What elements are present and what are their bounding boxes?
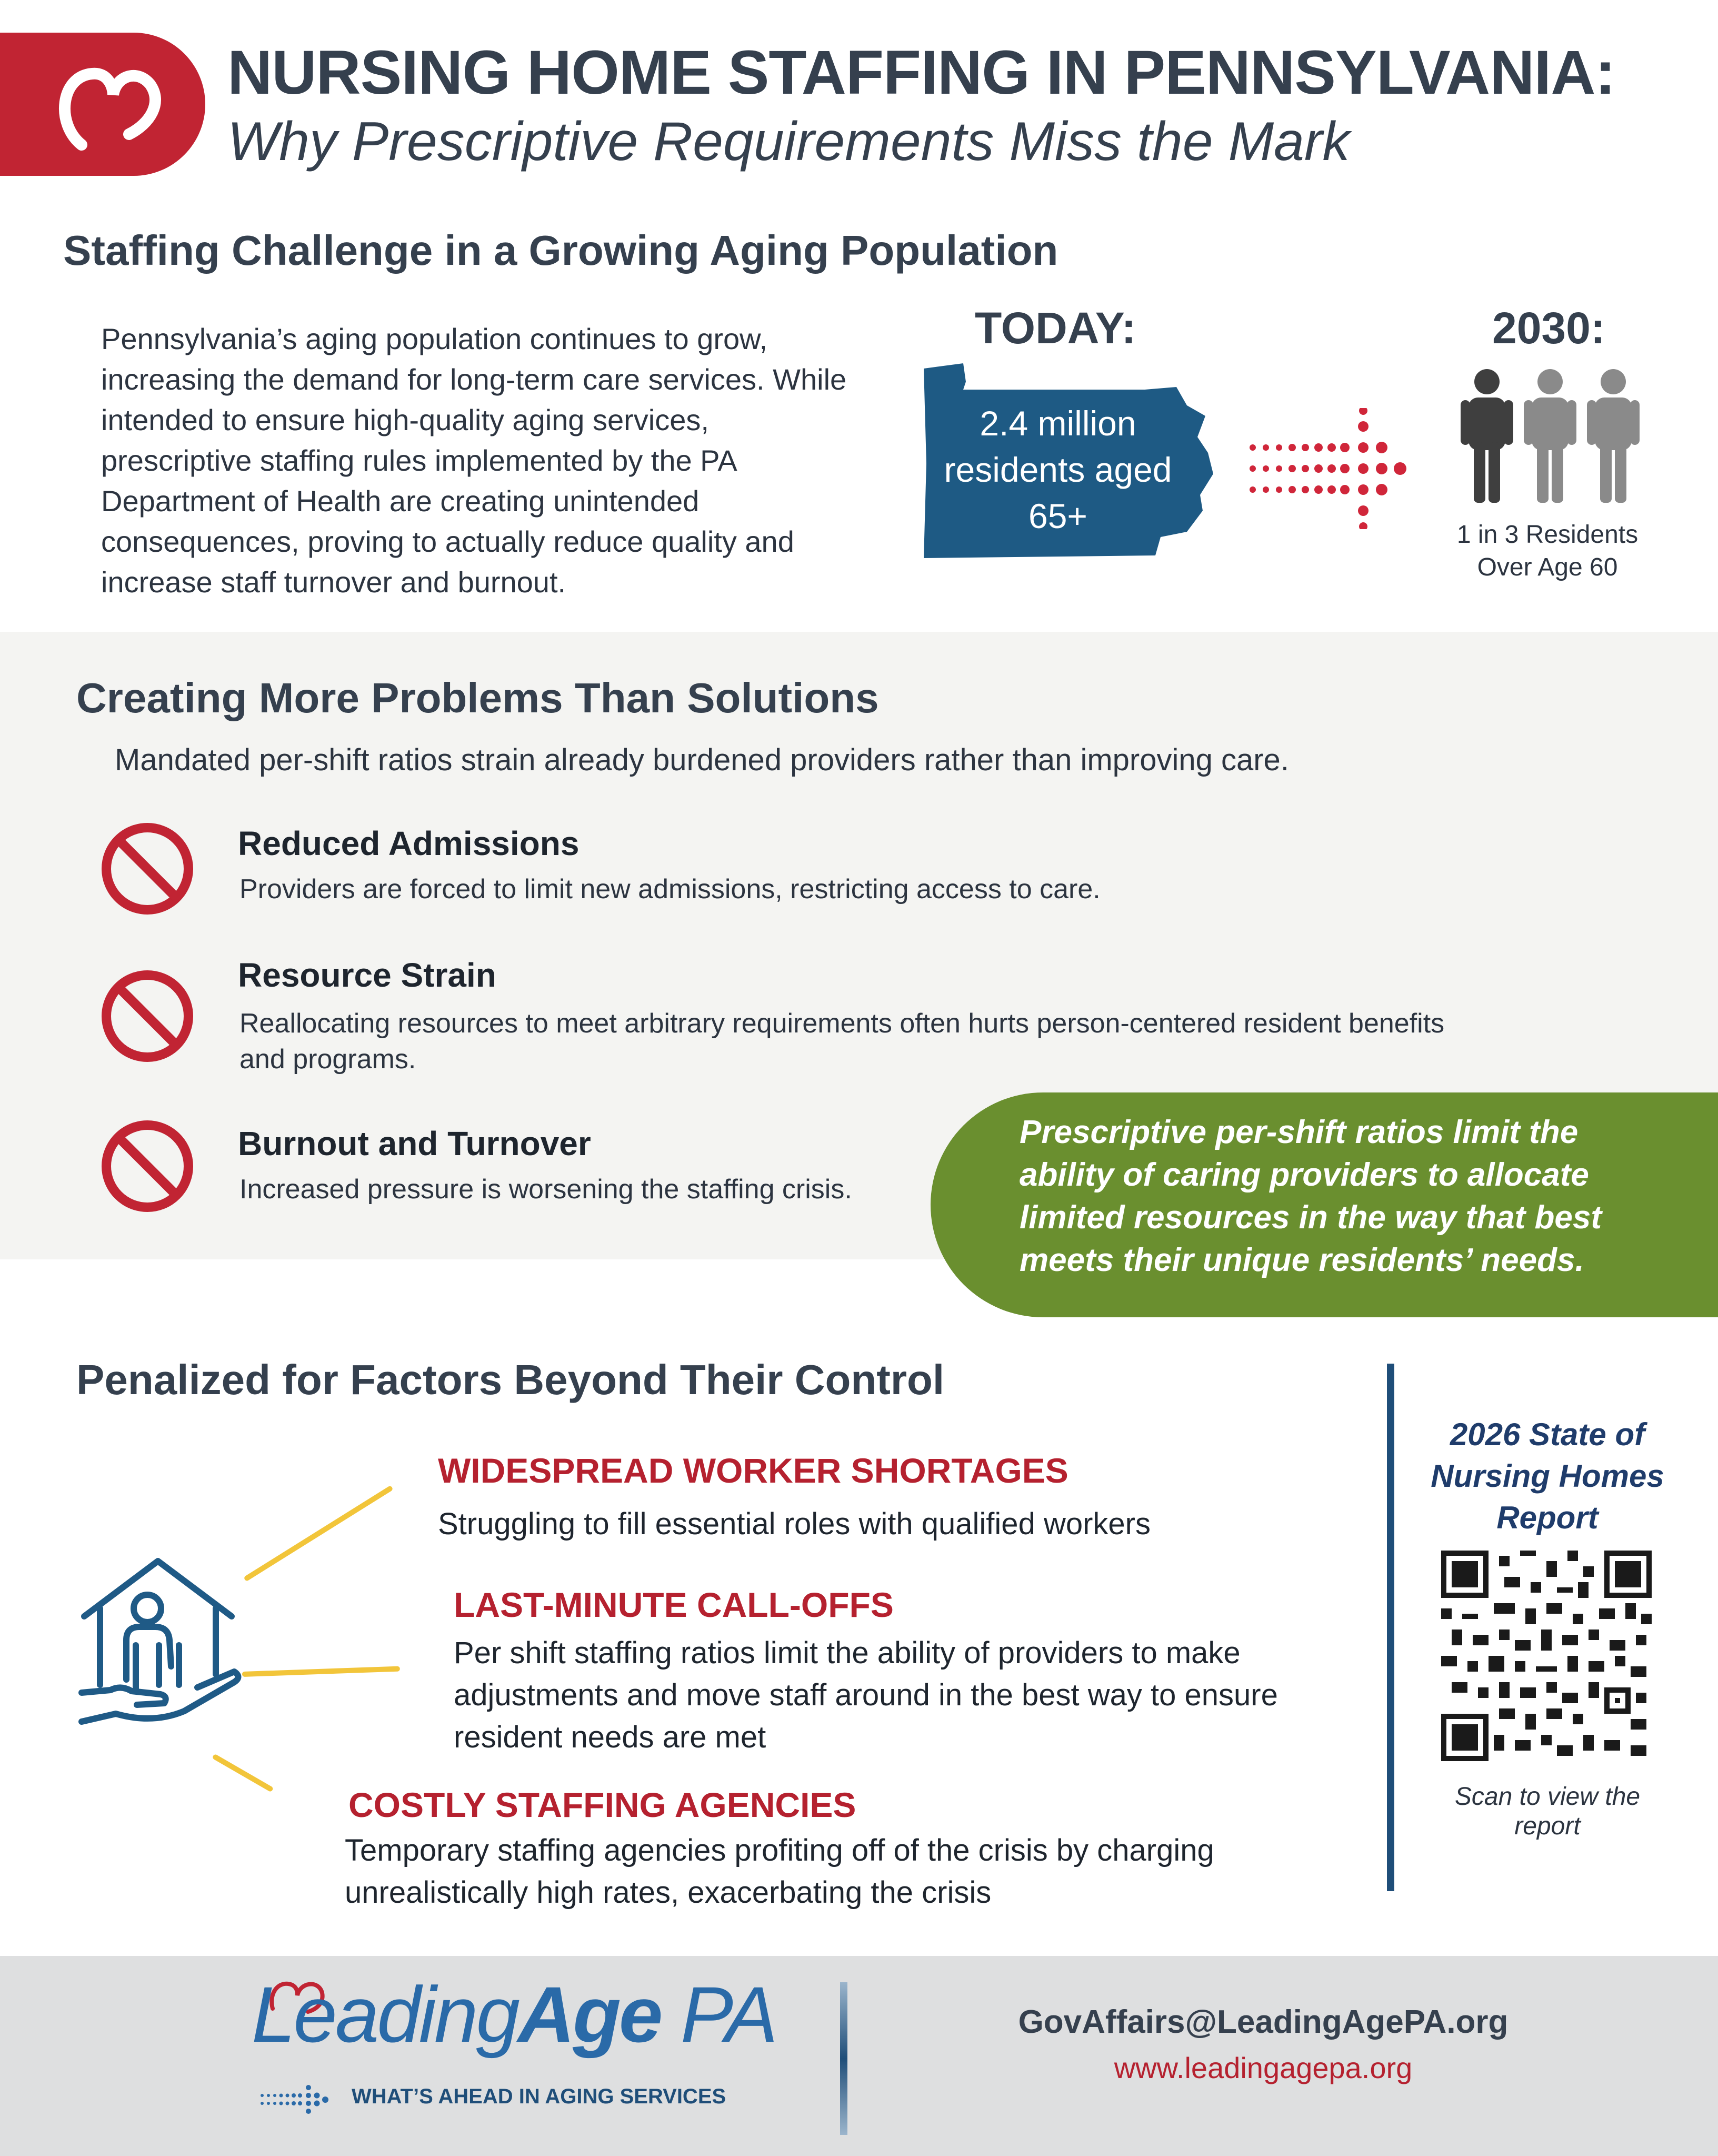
problem-description: Increased pressure is worsening the staffing crisis. bbox=[239, 1174, 852, 1205]
problem-title: Reduced Admissions bbox=[238, 824, 580, 862]
prohibited-icon bbox=[100, 969, 195, 1064]
heart-logo-icon bbox=[50, 45, 171, 166]
qr-code[interactable] bbox=[1441, 1551, 1652, 1761]
highlight-ray bbox=[212, 1754, 274, 1793]
report-title: 2026 State of Nursing Homes Report bbox=[1431, 1417, 1664, 1535]
logo-word-age: Age bbox=[517, 1970, 661, 2059]
section-heading-problems: Creating More Problems Than Solutions bbox=[76, 674, 879, 721]
dotted-arrow-icon bbox=[1242, 408, 1426, 529]
house-care-icon bbox=[74, 1553, 242, 1743]
section-heading-penalized: Penalized for Factors Beyond Their Control bbox=[76, 1356, 945, 1403]
footer-dot-arrow-icon bbox=[258, 2080, 337, 2122]
factor-description: Struggling to fill essential roles with qualified workers bbox=[438, 1507, 1151, 1541]
highlight-ray bbox=[243, 1485, 393, 1582]
highlight-ray bbox=[242, 1666, 400, 1677]
factor-description: Per shift staffing ratios limit the ability of providers to make adjustments and move staff around in the best way to ensure resident needs are met bbox=[454, 1636, 1278, 1754]
problem-description: Providers are forced to limit new admissions, restricting access to care. bbox=[239, 874, 1101, 905]
year-2030-label: 2030: bbox=[1492, 303, 1605, 353]
website-link[interactable]: www.leadingagepa.org bbox=[1114, 2051, 1413, 2084]
section-body-text: Pennsylvania’s aging population continues to grow, increasing the demand for long-term care services. While intended to ensure high-quality aging services, prescriptive staffing rules implemented by the PA Department of Health are creating unintended consequences, proving to actually reduce quality and increase staff turnover and burnout. bbox=[101, 322, 847, 599]
factor-description: Temporary staffing agencies profiting off of the crisis by charging unrealistically high rates, exacerbating the crisis bbox=[345, 1833, 1214, 1910]
problem-title: Resource Strain bbox=[238, 956, 496, 994]
qr-caption: Scan to view the report bbox=[1454, 1783, 1641, 1840]
problem-title: Burnout and Turnover bbox=[238, 1125, 591, 1163]
footer-divider bbox=[840, 1982, 847, 2135]
page-subtitle: Why Prescriptive Requirements Miss the Mark bbox=[227, 111, 1350, 172]
footer-tagline: WHAT’S AHEAD IN AGING SERVICES bbox=[352, 2085, 726, 2108]
logo-word-leading: Leading bbox=[252, 1970, 518, 2059]
sidebar-divider bbox=[1387, 1364, 1394, 1891]
factor-title: WIDESPREAD WORKER SHORTAGES bbox=[438, 1451, 1068, 1490]
future-stat: 1 in 3 Residents Over Age 60 bbox=[1456, 521, 1639, 581]
today-label: TODAY: bbox=[975, 303, 1136, 353]
people-group-icon bbox=[1455, 369, 1645, 505]
footer-logo bbox=[252, 1969, 776, 2060]
factor-title: LAST-MINUTE CALL-OFFS bbox=[454, 1585, 894, 1624]
today-stat: 2.4 million residents aged 65+ bbox=[944, 404, 1172, 535]
contact-email-link[interactable]: GovAffairs@LeadingAgePA.org bbox=[1018, 2004, 1509, 2040]
problem-description: Reallocating resources to meet arbitrary requirements often hurts person-centered resident benefits and programs. bbox=[239, 1008, 1445, 1075]
quote-text: Prescriptive per-shift ratios limit the ability of caring providers to allocate limited resources in the way that best meets their unique residents’ needs. bbox=[1020, 1114, 1602, 1278]
problems-intro: Mandated per-shift ratios strain already burdened providers rather than improving care. bbox=[115, 743, 1289, 777]
prohibited-icon bbox=[100, 821, 195, 916]
page-title: NURSING HOME STAFFING IN PENNSYLVANIA: bbox=[227, 38, 1615, 107]
section-heading-staffing-challenge: Staffing Challenge in a Growing Aging Population bbox=[63, 227, 1058, 274]
logo-word-pa: PA bbox=[680, 1970, 776, 2059]
factor-title: COSTLY STAFFING AGENCIES bbox=[348, 1785, 856, 1824]
prohibited-icon bbox=[100, 1119, 195, 1214]
